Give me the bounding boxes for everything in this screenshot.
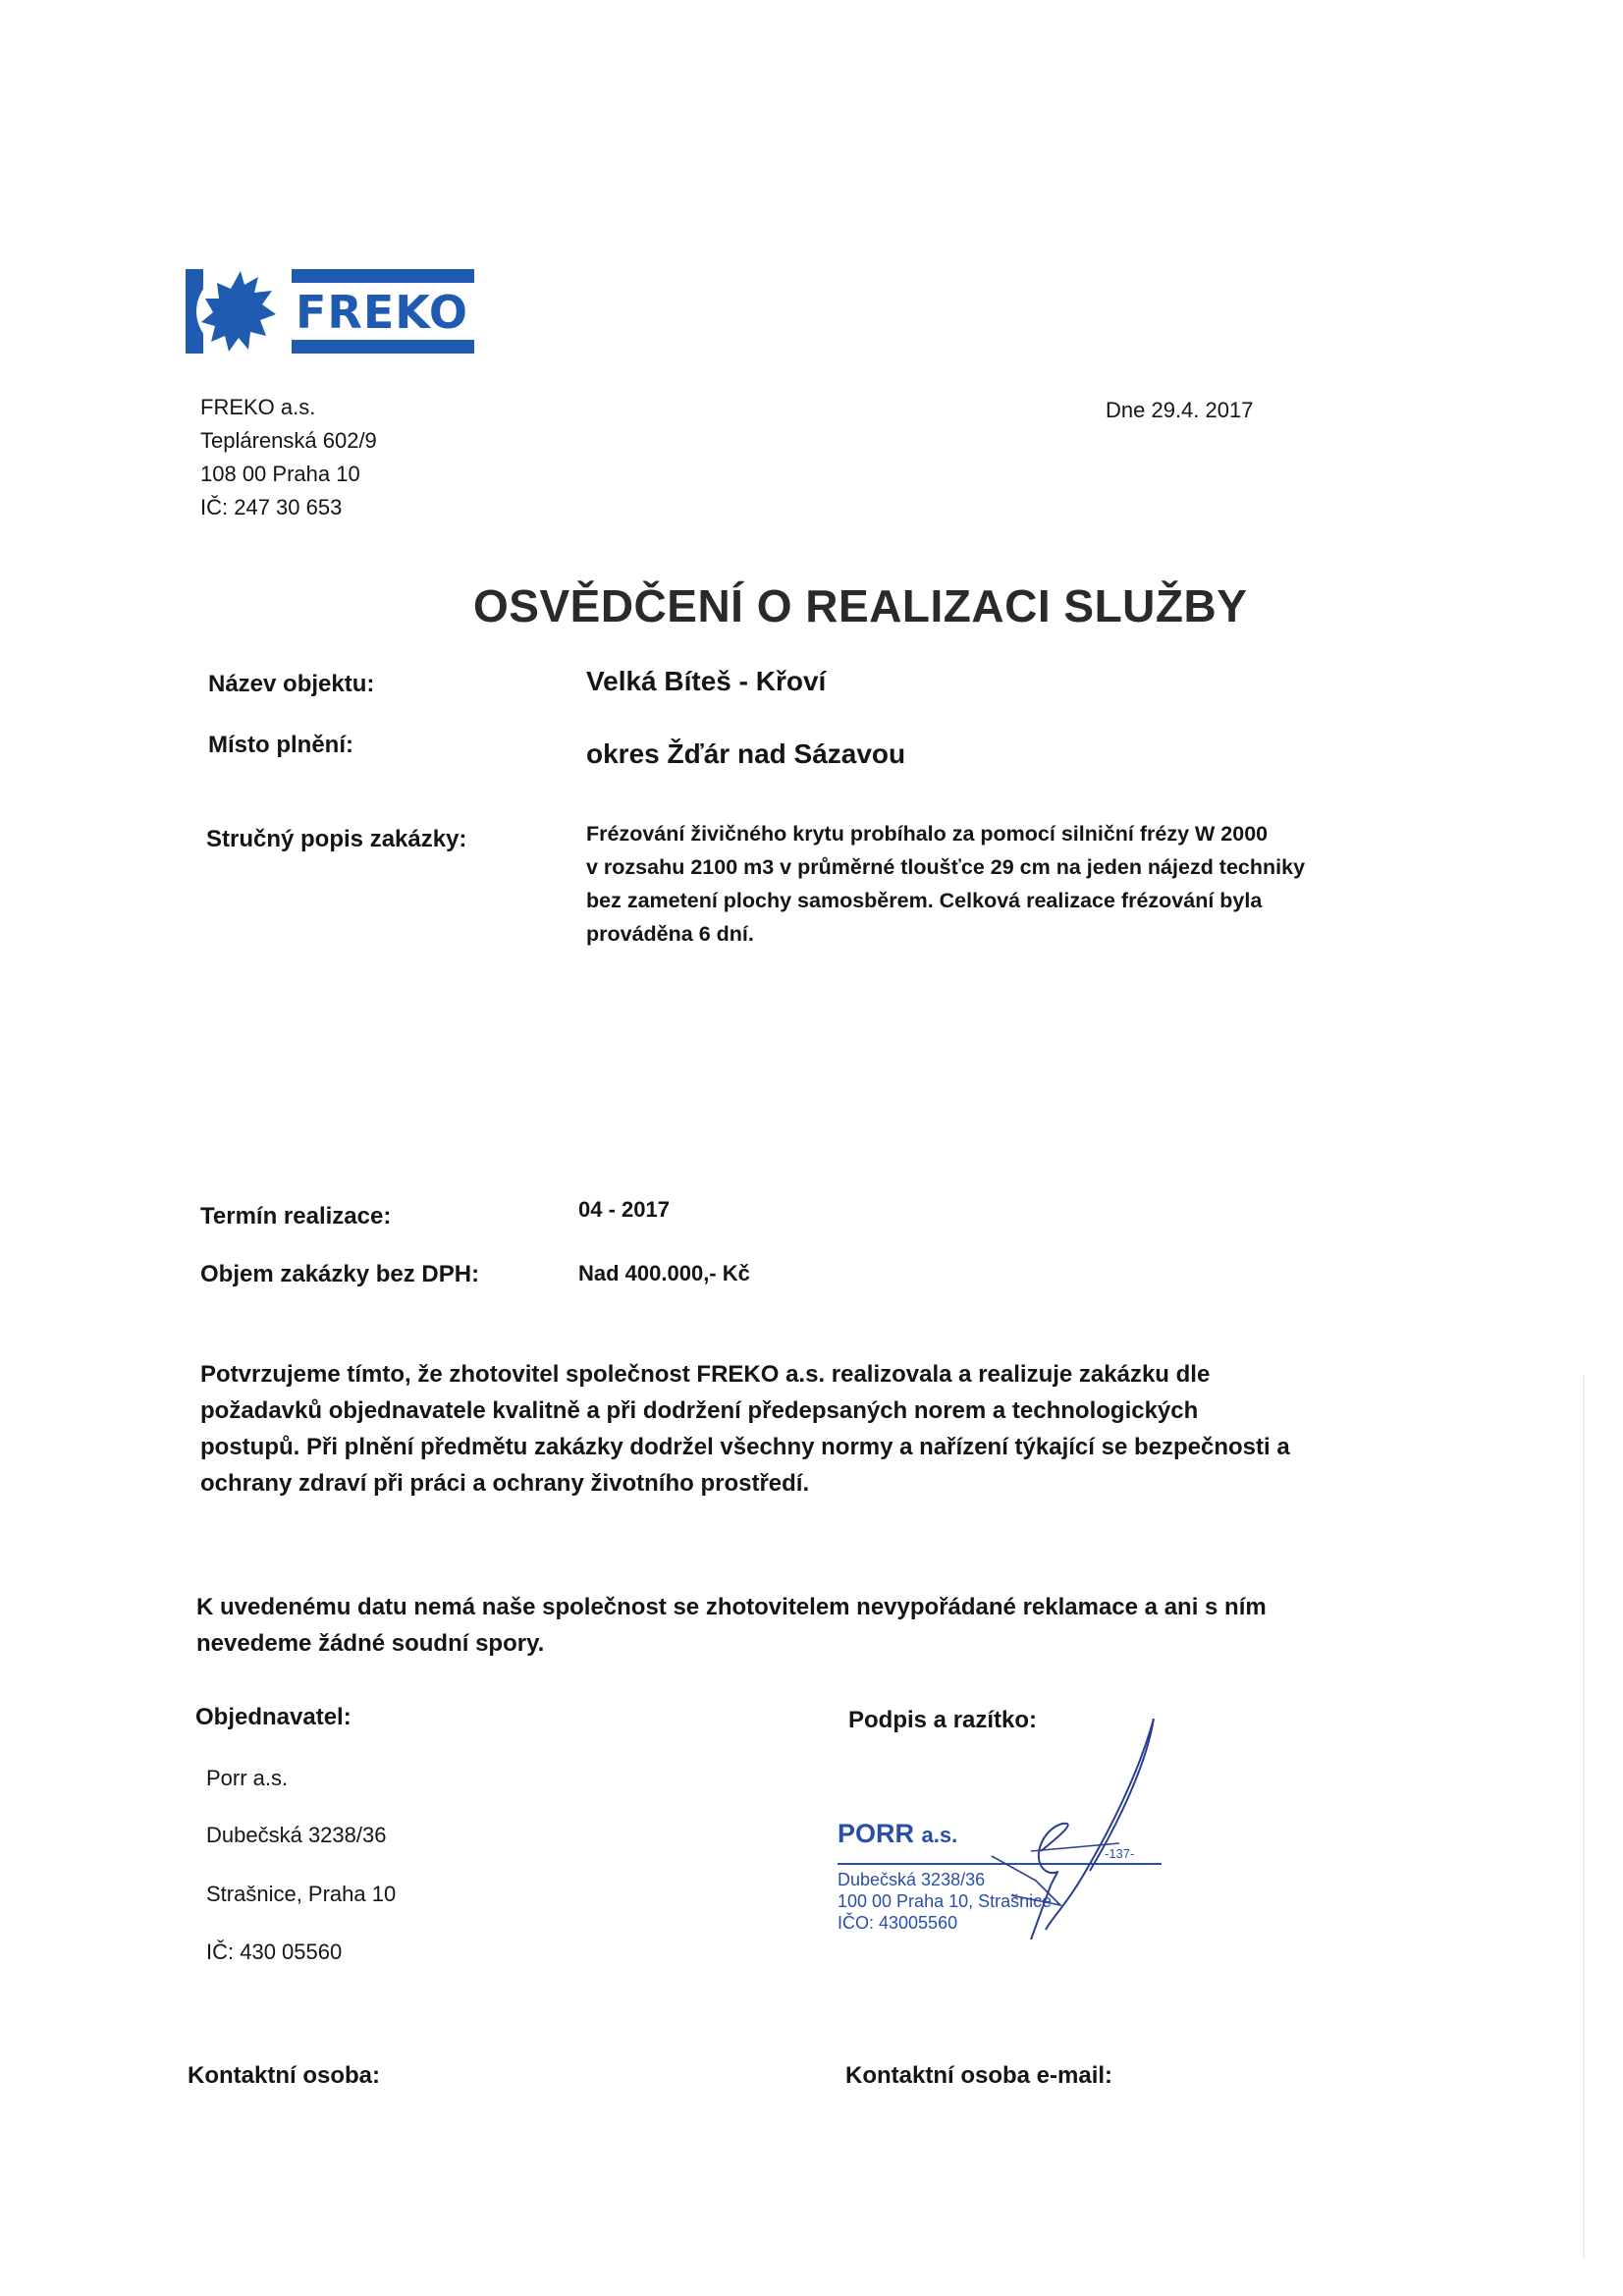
stamp-brand: PORR a.s. [838,1819,958,1848]
stamp-street: Dubečská 3238/36 [838,1870,986,1889]
freko-logo [186,269,474,354]
document-title: OSVĚDČENÍ O REALIZACI SLUŽBY [473,580,1248,631]
claims-paragraph [196,1589,1424,1662]
place-value: okres Žďár nad Sázavou [586,738,906,769]
client-street: Dubečská 3238/36 [206,1823,387,1847]
volume-value: Nad 400.000,- Kč [578,1261,750,1285]
company-stamp [838,1819,1171,1937]
stamp-number: -137- [1105,1846,1135,1861]
sender-city: 108 00 Praha 10 [200,462,360,486]
confirmation-line: ochrany zdraví při práci a ochrany životního prostředí. [200,1470,810,1497]
contact-person-label: Kontaktní osoba: [188,2062,380,2089]
place-label: Místo plnění: [208,732,353,758]
scan-edge [1583,1375,1585,2259]
sender-address [200,391,377,524]
logo-star-icon [193,269,278,354]
description-text [586,817,1470,951]
term-value: 04 - 2017 [578,1197,670,1222]
description-line: bez zametení plochy samosběrem. Celková realizace frézování byla [586,889,1263,912]
confirmation-line: požadavků objednavatele kvalitně a při dodržení předepsaných norem a technologických [200,1397,1199,1424]
sender-street: Teplárenská 602/9 [200,428,377,453]
stamp-ico: IČO: 43005560 [838,1913,958,1933]
sender-ic: IČ: 247 30 653 [200,495,343,519]
description-label: Stručný popis zakázky: [206,826,467,852]
claims-line: K uvedenému datu nemá naše společnost se zhotovitelem nevypořádané reklamace a ani s ním [196,1594,1267,1620]
client-city: Strašnice, Praha 10 [206,1882,397,1906]
logo-bottom-bar [292,340,474,354]
document-date: Dne 29.4. 2017 [1106,398,1254,422]
sender-company: FREKO a.s. [200,395,316,419]
contact-email-label: Kontaktní osoba e-mail: [845,2062,1113,2089]
stamp-rule [838,1863,1162,1865]
signature-label: Podpis a razítko: [848,1707,1038,1733]
claims-line: nevedeme žádné soudní spory. [196,1630,545,1657]
confirmation-line: postupů. Při plnění předmětu zakázky dodržel všechny normy a nařízení týkající se bezpečnosti a [200,1434,1290,1460]
description-line: v rozsahu 2100 m3 v průměrné tloušťce 29 cm na jeden nájezd techniky [586,855,1306,879]
client-company: Porr a.s. [206,1766,289,1790]
logo-top-bar [292,269,474,283]
client-ic: IČ: 430 05560 [206,1940,343,1964]
term-label: Termín realizace: [200,1203,392,1230]
client-label: Objednavatel: [195,1704,352,1730]
volume-label: Objem zakázky bez DPH: [200,1261,480,1287]
object-name-value: Velká Bíteš - Křoví [586,666,827,696]
description-line: prováděna 6 dní. [586,922,754,946]
object-name-label: Název objektu: [208,671,375,697]
logo-wordmark: FREKO [296,286,468,339]
stamp-city: 100 00 Praha 10, Strašnice [838,1891,1053,1911]
confirmation-line: Potvrzujeme tímto, že zhotovitel společnost FREKO a.s. realizovala a realizuje zakázku dle [200,1361,1211,1388]
description-line: Frézování živičného krytu probíhalo za pomocí silniční frézy W 2000 [586,822,1269,846]
confirmation-paragraph [200,1356,1428,1502]
